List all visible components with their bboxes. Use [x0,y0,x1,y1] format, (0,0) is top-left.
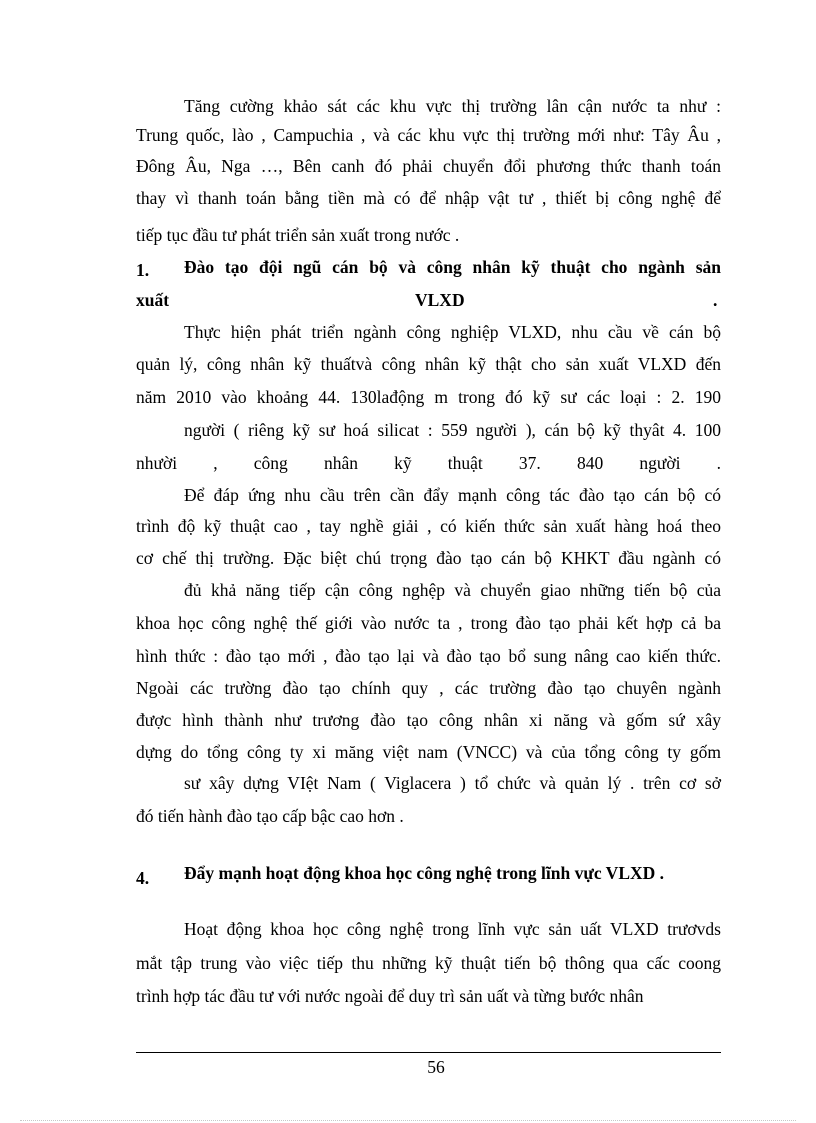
text-line: mắt tập trung vào việc tiếp thu những kỹ thuật tiến bộ thông qua cấc coong [136,953,721,973]
heading-number: 4. [136,868,150,888]
heading-title-cont: xuất [136,290,170,310]
text-line: đó tiến hành đào tạo cấp bậc cao hơn . [136,806,404,826]
text-line: thay vì thanh toán bằng tiền mà có để nhập vật tư , thiết bị công nghệ để [136,188,721,208]
page-edge-divider [20,1120,796,1121]
text-line: trình hợp tác đầu tư với nước ngoài để duy trì sản uất và từng bước nhân [136,986,644,1006]
text-line: nhười , công nhân kỹ thuật 37. 840 người . [136,453,721,473]
text-line: Hoạt động khoa học công nghệ trong lĩnh vực sản uất VLXD trươvds [184,919,721,939]
text-line: Để đáp ứng nhu cầu trên cần đẩy mạnh công tác đào tạo cán bộ có [184,485,721,505]
footer-divider [136,1052,721,1053]
text-line: cơ chế thị trường. Đặc biệt chú trọng đào tạo cán bộ KHKT đầu ngành có [136,548,721,568]
text-line: năm 2010 vào khoảng 44. 130lađộng m trong đó kỹ sư các loại : 2. 190 [136,387,721,407]
text-line: đủ khả năng tiếp cận công nghệp và chuyển giao những tiến bộ của [184,580,721,600]
page-number: 56 [427,1057,445,1077]
text-line: Trung quốc, lào , Campuchia , và các khu vực thị trường mới như: Tây Âu , [136,125,721,145]
text-line: người ( riêng kỹ sư hoá silicat : 559 người ), cán bộ kỹ thyât 4. 100 [184,420,721,440]
text-line: khoa học công nghệ thế giới vào nước ta , trong đào tạo phải kết hợp cả ba [136,613,721,633]
text-line: Đông Âu, Nga …, Bên canh đó phải chuyển đổi phương thức thanh toán [136,156,721,176]
text-line: dựng do tổng công ty xi măng việt nam (VNCC) và của tổng công ty gốm [136,742,721,762]
text-line: Ngoài các trường đào tạo chính quy , các trường đào tạo chuyên ngành [136,678,721,698]
text-line: trình độ kỹ thuật cao , tay nghề giải , có kiến thức sản xuất hàng hoá theo [136,516,721,536]
text-line: tiếp tục đầu tư phát triển sản xuất trong nước . [136,225,460,245]
text-line: được hình thành như trương đào tạo công nhân xi năng và gốm sứ xây [136,710,721,730]
text-line: sư xây dựng VIệt Nam ( Viglacera ) tổ chức và quản lý . trên cơ sở [184,773,721,793]
text-line: Thực hiện phát triển ngành công nghiệp VLXD, nhu cầu về cán bộ [184,322,721,342]
heading-title: Đẩy mạnh hoạt động khoa học công nghệ trong lĩnh vực VLXD . [184,863,665,883]
heading-number: 1. [136,260,150,280]
text-line: Tăng cường khảo sát các khu vực thị trường lân cận nước ta như : [184,96,721,116]
heading-title-cont: VLXD [415,290,465,310]
text-line: hình thức : đào tạo mới , đào tạo lại và đào tạo bổ sung nâng cao kiến thức. [136,646,721,666]
heading-title-cont: . [713,290,718,310]
heading-title: Đào tạo đội ngũ cán bộ và công nhân kỹ thuật cho ngành sản [184,257,721,277]
text-line: quản lý, công nhân kỹ thuấtvà công nhân kỹ thật cho sản xuất VLXD đến [136,354,721,374]
